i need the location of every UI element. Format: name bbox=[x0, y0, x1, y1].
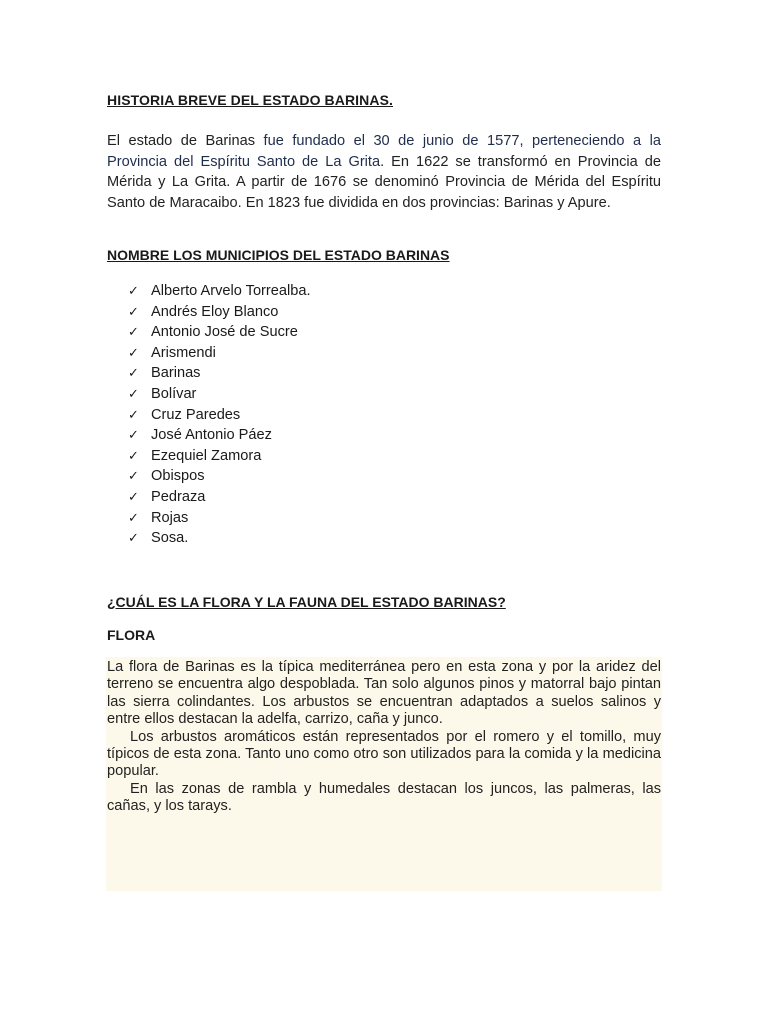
municipio-label: Andrés Eloy Blanco bbox=[151, 303, 279, 320]
municipio-item bbox=[128, 322, 311, 343]
municipio-item bbox=[128, 425, 311, 446]
checkmark-icon: ✓ bbox=[128, 283, 139, 298]
municipio-label: Arismendi bbox=[151, 344, 216, 361]
municipio-label: Obispos bbox=[151, 468, 205, 485]
checkmark-icon: ✓ bbox=[128, 324, 139, 340]
checkmark-icon: ✓ bbox=[128, 303, 139, 319]
checkmark-icon: ✓ bbox=[128, 530, 139, 546]
municipio-label: Bolívar bbox=[151, 385, 197, 402]
municipio-label: Cruz Paredes bbox=[151, 406, 241, 423]
history-text-1: El estado de Barinas bbox=[107, 133, 264, 149]
checkmark-icon: ✓ bbox=[128, 509, 139, 525]
municipio-label: Barinas bbox=[151, 365, 201, 382]
municipio-item bbox=[128, 508, 311, 529]
municipio-item bbox=[128, 446, 311, 467]
municipio-label: Pedraza bbox=[151, 488, 206, 505]
municipio-label: Sosa. bbox=[151, 530, 189, 547]
history-text-3: . En 1622 se transformó en Provincia de Mérida y La Grita. A partir de 1676 se denominó Provincia de Mérida del Espíritu Santo de Maracaibo. En 1823 fue dividida en dos provincias: Barinas y Apure. bbox=[107, 153, 661, 211]
flora-paragraph-2: Los arbustos aromáticos están representados por el romero y el tomillo, muy típicos de esta zona. Tanto uno como otro son utilizados para la comida y la medicina popular. bbox=[107, 728, 661, 780]
checkmark-icon: ✓ bbox=[128, 468, 139, 484]
municipio-item bbox=[128, 363, 311, 384]
municipio-label: José Antonio Páez bbox=[151, 427, 272, 444]
checkmark-icon: ✓ bbox=[128, 344, 139, 360]
municipio-item bbox=[128, 466, 311, 487]
checkmark-icon: ✓ bbox=[128, 488, 139, 504]
municipio-item bbox=[128, 281, 311, 302]
flora-text bbox=[107, 659, 661, 816]
municipio-label: Ezequiel Zamora bbox=[151, 447, 262, 464]
municipio-item bbox=[128, 343, 311, 364]
municipio-item bbox=[128, 528, 311, 549]
checkmark-icon: ✓ bbox=[128, 385, 139, 401]
municipios-heading: NOMBRE LOS MUNICIPIOS DEL ESTADO BARINAS bbox=[107, 247, 450, 263]
checkmark-icon: ✓ bbox=[128, 406, 139, 422]
history-heading: HISTORIA BREVE DEL ESTADO BARINAS. bbox=[107, 92, 394, 108]
checkmark-icon: ✓ bbox=[128, 447, 139, 463]
municipio-item bbox=[128, 487, 311, 508]
flora-fauna-heading: ¿CUÁL ES LA FLORA Y LA FAUNA DEL ESTADO BARINAS? bbox=[107, 594, 506, 610]
checkmark-icon: ✓ bbox=[128, 427, 139, 443]
flora-heading: FLORA bbox=[107, 627, 156, 643]
municipio-item bbox=[128, 384, 311, 405]
municipio-label: Antonio José de Sucre bbox=[151, 324, 298, 341]
flora-paragraph-1: La flora de Barinas es la típica mediterránea pero en esta zona y por la aridez del terreno se encuentra algo despoblada. Tan solo algunos pinos y matorral bajo pintan las sierra colindantes. Los arbustos se encuentran adaptados a suelos salinos y entre ellos destacan la adelfa, carrizo, caña y junco. bbox=[107, 659, 661, 728]
checkmark-icon: ✓ bbox=[128, 365, 139, 381]
municipio-label: Rojas bbox=[151, 509, 189, 526]
history-paragraph bbox=[107, 131, 661, 213]
history-text-2: fue fundado el 30 de junio de 1577, perteneciendo a la Provincia del Espíritu Santo de La Grita bbox=[107, 133, 661, 170]
flora-paragraph-3: En las zonas de rambla y humedales destacan los juncos, las palmeras, las cañas, y los tarays. bbox=[107, 780, 661, 815]
municipio-item bbox=[128, 405, 311, 426]
municipio-item bbox=[128, 302, 311, 323]
municipio-label: Alberto Arvelo Torrealba. bbox=[151, 283, 311, 299]
municipios-list bbox=[128, 281, 311, 549]
